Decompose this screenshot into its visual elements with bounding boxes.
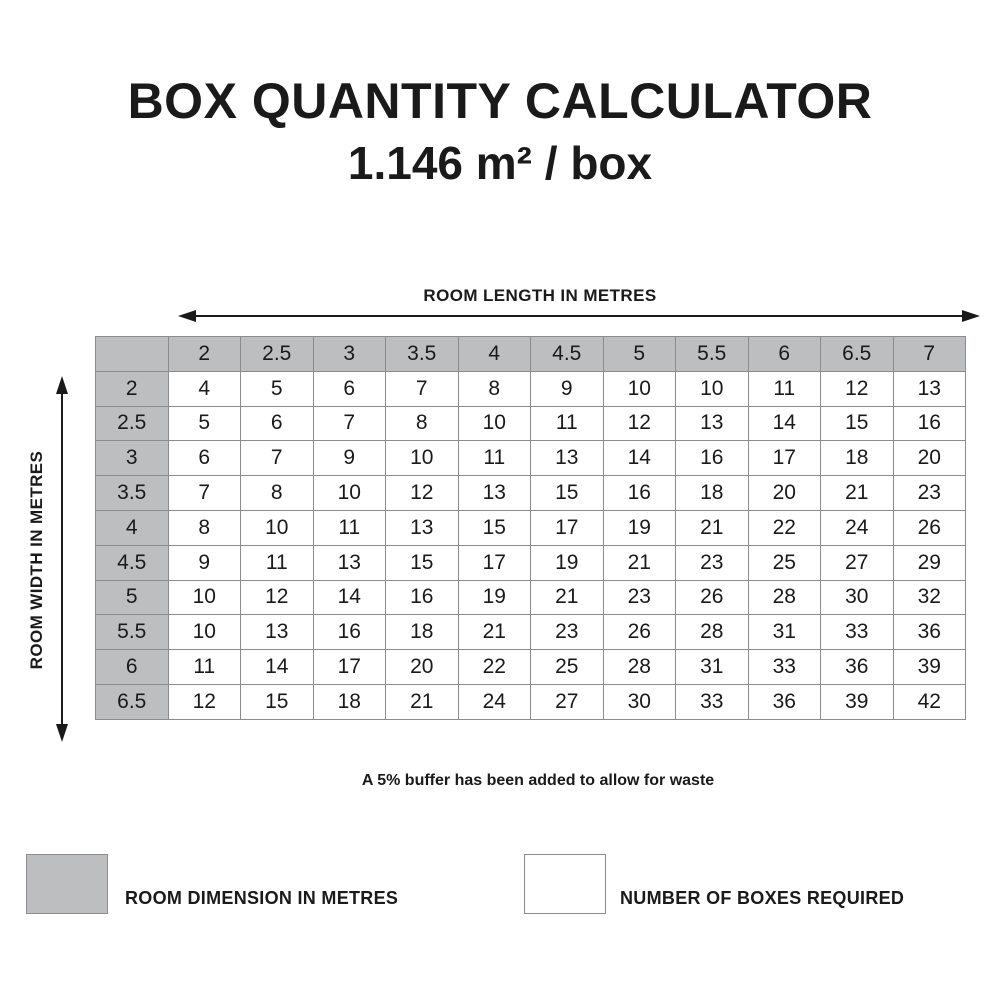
box-count-cell: 10 bbox=[676, 371, 749, 406]
box-count-cell: 31 bbox=[748, 615, 821, 650]
box-count-cell: 10 bbox=[313, 476, 386, 511]
box-count-cell: 17 bbox=[748, 441, 821, 476]
width-header-cell: 2.5 bbox=[96, 406, 169, 441]
table-row bbox=[96, 545, 966, 580]
length-header-cell: 3.5 bbox=[386, 337, 459, 372]
box-count-cell: 21 bbox=[458, 615, 531, 650]
corner-cell bbox=[96, 337, 169, 372]
box-count-cell: 18 bbox=[821, 441, 894, 476]
box-count-cell: 8 bbox=[168, 510, 241, 545]
box-count-cell: 23 bbox=[893, 476, 966, 511]
box-count-cell: 5 bbox=[168, 406, 241, 441]
legend-dimension-swatch bbox=[26, 854, 108, 914]
page-title: BOX QUANTITY CALCULATOR bbox=[127, 73, 873, 129]
box-count-cell: 8 bbox=[386, 406, 459, 441]
box-count-cell: 13 bbox=[893, 371, 966, 406]
length-header-cell: 7 bbox=[893, 337, 966, 372]
box-count-cell: 33 bbox=[821, 615, 894, 650]
box-count-cell: 10 bbox=[603, 371, 676, 406]
box-count-cell: 24 bbox=[821, 510, 894, 545]
box-count-cell: 18 bbox=[386, 615, 459, 650]
room-width-label: ROOM WIDTH IN METRES bbox=[27, 450, 46, 670]
box-count-cell: 26 bbox=[603, 615, 676, 650]
box-count-cell: 11 bbox=[241, 545, 314, 580]
box-count-cell: 9 bbox=[168, 545, 241, 580]
box-count-cell: 26 bbox=[676, 580, 749, 615]
box-count-cell: 16 bbox=[603, 476, 676, 511]
box-count-cell: 23 bbox=[603, 580, 676, 615]
box-count-cell: 39 bbox=[821, 684, 894, 719]
box-count-cell: 23 bbox=[531, 615, 604, 650]
box-count-cell: 5 bbox=[241, 371, 314, 406]
legend-dimension-label: ROOM DIMENSION IN METRES bbox=[125, 888, 399, 908]
box-count-cell: 7 bbox=[168, 476, 241, 511]
length-header-cell: 3 bbox=[313, 337, 386, 372]
box-count-cell: 13 bbox=[241, 615, 314, 650]
box-count-cell: 20 bbox=[386, 650, 459, 685]
box-count-cell: 17 bbox=[531, 510, 604, 545]
box-count-cell: 42 bbox=[893, 684, 966, 719]
box-count-cell: 12 bbox=[386, 476, 459, 511]
box-count-cell: 33 bbox=[748, 650, 821, 685]
box-count-cell: 12 bbox=[168, 684, 241, 719]
box-count-cell: 15 bbox=[531, 476, 604, 511]
box-count-cell: 15 bbox=[386, 545, 459, 580]
box-count-cell: 18 bbox=[676, 476, 749, 511]
box-count-cell: 8 bbox=[241, 476, 314, 511]
width-header-cell: 6.5 bbox=[96, 684, 169, 719]
page-subtitle: 1.146 m² / box bbox=[347, 137, 653, 189]
box-count-cell: 32 bbox=[893, 580, 966, 615]
table-row bbox=[96, 406, 966, 441]
box-count-cell: 21 bbox=[676, 510, 749, 545]
width-header-cell: 6 bbox=[96, 650, 169, 685]
box-count-cell: 28 bbox=[676, 615, 749, 650]
box-count-cell: 13 bbox=[458, 476, 531, 511]
box-count-cell: 16 bbox=[313, 615, 386, 650]
table-row bbox=[96, 476, 966, 511]
room-length-label: ROOM LENGTH IN METRES bbox=[423, 286, 657, 305]
box-count-cell: 12 bbox=[821, 371, 894, 406]
box-count-cell: 15 bbox=[241, 684, 314, 719]
length-header-cell: 4.5 bbox=[531, 337, 604, 372]
width-header-cell: 4.5 bbox=[96, 545, 169, 580]
header-row bbox=[96, 337, 966, 372]
length-header-cell: 5 bbox=[603, 337, 676, 372]
box-count-cell: 14 bbox=[241, 650, 314, 685]
box-quantity-table bbox=[95, 336, 966, 720]
box-count-cell: 10 bbox=[241, 510, 314, 545]
box-count-cell: 16 bbox=[676, 441, 749, 476]
box-count-cell: 30 bbox=[603, 684, 676, 719]
box-count-cell: 17 bbox=[313, 650, 386, 685]
box-count-cell: 21 bbox=[603, 545, 676, 580]
box-count-cell: 13 bbox=[313, 545, 386, 580]
box-count-cell: 27 bbox=[531, 684, 604, 719]
box-count-cell: 15 bbox=[821, 406, 894, 441]
box-count-cell: 39 bbox=[893, 650, 966, 685]
table-row bbox=[96, 510, 966, 545]
box-count-cell: 10 bbox=[168, 615, 241, 650]
box-count-cell: 30 bbox=[821, 580, 894, 615]
legend-boxes-label: NUMBER OF BOXES REQUIRED bbox=[620, 888, 905, 908]
table-row bbox=[96, 580, 966, 615]
width-header-cell: 4 bbox=[96, 510, 169, 545]
box-count-cell: 14 bbox=[748, 406, 821, 441]
box-count-cell: 11 bbox=[168, 650, 241, 685]
box-count-cell: 36 bbox=[821, 650, 894, 685]
width-arrow bbox=[56, 376, 68, 742]
box-count-cell: 16 bbox=[893, 406, 966, 441]
table-row bbox=[96, 615, 966, 650]
box-count-cell: 36 bbox=[893, 615, 966, 650]
table-row bbox=[96, 371, 966, 406]
box-count-cell: 22 bbox=[748, 510, 821, 545]
table-row bbox=[96, 684, 966, 719]
length-header-cell: 5.5 bbox=[676, 337, 749, 372]
box-count-cell: 20 bbox=[893, 441, 966, 476]
box-count-cell: 36 bbox=[748, 684, 821, 719]
box-count-cell: 10 bbox=[168, 580, 241, 615]
box-count-cell: 25 bbox=[748, 545, 821, 580]
table-row bbox=[96, 441, 966, 476]
legend-boxes-swatch bbox=[524, 854, 606, 914]
box-count-cell: 24 bbox=[458, 684, 531, 719]
box-count-cell: 13 bbox=[386, 510, 459, 545]
box-count-cell: 9 bbox=[313, 441, 386, 476]
box-count-cell: 7 bbox=[241, 441, 314, 476]
box-count-cell: 10 bbox=[386, 441, 459, 476]
box-count-cell: 23 bbox=[676, 545, 749, 580]
box-count-cell: 6 bbox=[241, 406, 314, 441]
box-count-cell: 13 bbox=[676, 406, 749, 441]
length-header-cell: 6 bbox=[748, 337, 821, 372]
box-count-cell: 27 bbox=[821, 545, 894, 580]
box-count-cell: 31 bbox=[676, 650, 749, 685]
box-count-cell: 21 bbox=[821, 476, 894, 511]
box-count-cell: 9 bbox=[531, 371, 604, 406]
box-count-cell: 8 bbox=[458, 371, 531, 406]
box-count-cell: 19 bbox=[603, 510, 676, 545]
box-count-cell: 17 bbox=[458, 545, 531, 580]
box-count-cell: 21 bbox=[531, 580, 604, 615]
box-count-cell: 33 bbox=[676, 684, 749, 719]
box-count-cell: 7 bbox=[386, 371, 459, 406]
box-count-cell: 11 bbox=[458, 441, 531, 476]
width-header-cell: 3 bbox=[96, 441, 169, 476]
box-count-cell: 29 bbox=[893, 545, 966, 580]
width-header-cell: 2 bbox=[96, 371, 169, 406]
box-count-cell: 28 bbox=[748, 580, 821, 615]
length-header-cell: 4 bbox=[458, 337, 531, 372]
width-header-cell: 5.5 bbox=[96, 615, 169, 650]
box-count-cell: 19 bbox=[458, 580, 531, 615]
box-count-cell: 16 bbox=[386, 580, 459, 615]
width-header-cell: 3.5 bbox=[96, 476, 169, 511]
box-count-cell: 21 bbox=[386, 684, 459, 719]
box-count-cell: 14 bbox=[313, 580, 386, 615]
table-row bbox=[96, 650, 966, 685]
length-header-cell: 2.5 bbox=[241, 337, 314, 372]
box-count-cell: 10 bbox=[458, 406, 531, 441]
box-count-cell: 22 bbox=[458, 650, 531, 685]
waste-buffer-note: A 5% buffer has been added to allow for waste bbox=[361, 772, 715, 789]
box-count-cell: 6 bbox=[313, 371, 386, 406]
width-header-cell: 5 bbox=[96, 580, 169, 615]
box-count-cell: 11 bbox=[313, 510, 386, 545]
box-count-cell: 6 bbox=[168, 441, 241, 476]
box-count-cell: 18 bbox=[313, 684, 386, 719]
box-count-cell: 12 bbox=[603, 406, 676, 441]
box-count-cell: 25 bbox=[531, 650, 604, 685]
length-arrow bbox=[178, 310, 980, 322]
box-count-cell: 11 bbox=[531, 406, 604, 441]
box-count-cell: 14 bbox=[603, 441, 676, 476]
box-count-cell: 19 bbox=[531, 545, 604, 580]
box-count-cell: 7 bbox=[313, 406, 386, 441]
box-count-cell: 13 bbox=[531, 441, 604, 476]
length-header-cell: 2 bbox=[168, 337, 241, 372]
box-count-cell: 26 bbox=[893, 510, 966, 545]
box-count-cell: 12 bbox=[241, 580, 314, 615]
box-count-cell: 15 bbox=[458, 510, 531, 545]
length-header-cell: 6.5 bbox=[821, 337, 894, 372]
box-count-cell: 11 bbox=[748, 371, 821, 406]
box-count-cell: 20 bbox=[748, 476, 821, 511]
box-count-cell: 28 bbox=[603, 650, 676, 685]
box-count-cell: 4 bbox=[168, 371, 241, 406]
